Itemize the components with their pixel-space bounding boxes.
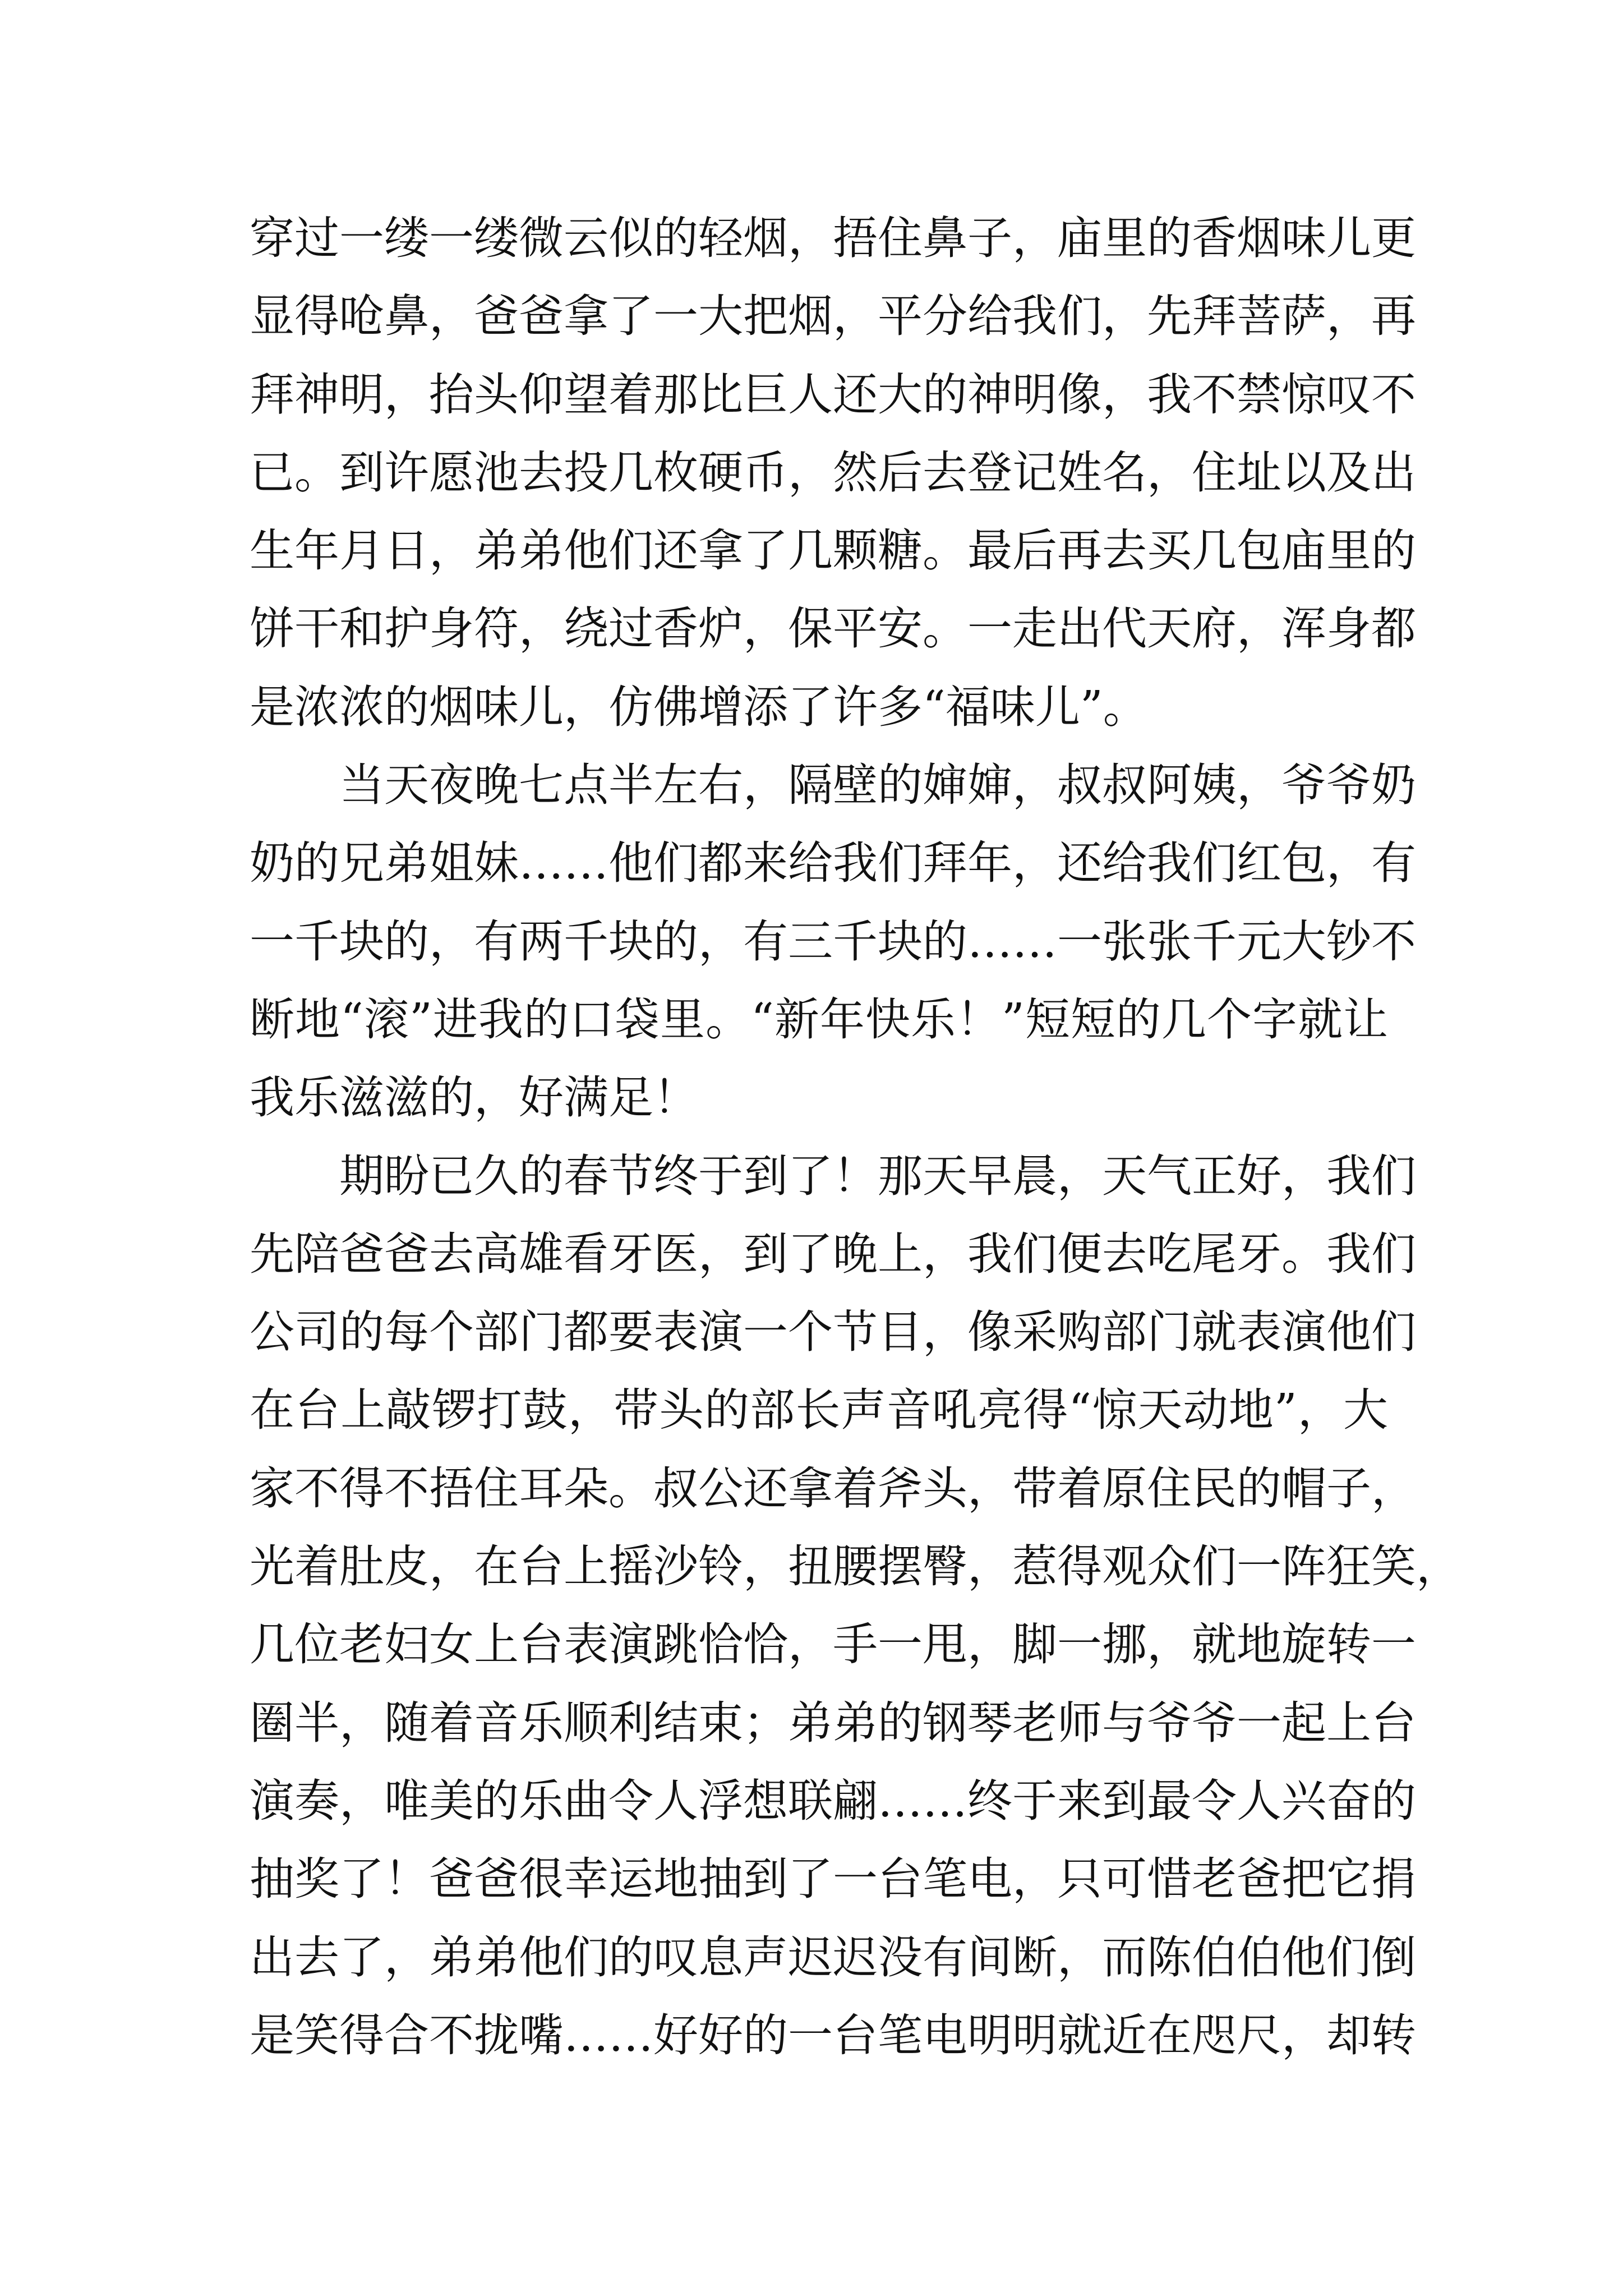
text-line: 光着肚皮，在台上摇沙铃，扭腰摆臀，惹得观众们一阵狂笑， <box>250 1540 1461 1593</box>
paragraph-first-line: 当天夜晚七点半左右，隔壁的婶婶，叔叔阿姨，爷爷奶 <box>339 759 1416 812</box>
text-line: 抽奖了！爸爸很幸运地抽到了一台笔电，只可惜老爸把它捐 <box>250 1853 1416 1906</box>
paragraph-first-line: 期盼已久的春节终于到了！那天早晨，天气正好，我们 <box>339 1149 1416 1202</box>
text-line: 显得呛鼻，爸爸拿了一大把烟，平分给我们，先拜菩萨，再 <box>250 290 1416 343</box>
text-line: 我乐滋滋的，好满足！ <box>250 1071 698 1124</box>
text-line: 几位老妇女上台表演跳恰恰，手一甩，脚一挪，就地旋转一 <box>250 1618 1416 1671</box>
text-line: 家不得不捂住耳朵。叔公还拿着斧头，带着原住民的帽子， <box>250 1462 1416 1515</box>
text-line: 穿过一缕一缕微云似的轻烟，捂住鼻子，庙里的香烟味儿更 <box>250 212 1416 264</box>
text-line: 是笑得合不拢嘴……好好的一台笔电明明就近在咫尺，却转 <box>250 2009 1416 2062</box>
text-line: 饼干和护身符，绕过香炉，保平安。一走出代天府，浑身都 <box>250 602 1416 655</box>
text-line: 出去了，弟弟他们的叹息声迟迟没有间断，而陈伯伯他们倒 <box>250 1931 1416 1984</box>
text-line: 已。到许愿池去投几枚硬币，然后去登记姓名，住址以及出 <box>250 446 1416 499</box>
text-line: 是浓浓的烟味儿，仿佛增添了许多“福味儿”。 <box>250 680 1148 733</box>
text-line: 先陪爸爸去高雄看牙医，到了晚上，我们便去吃尾牙。我们 <box>250 1227 1416 1280</box>
text-line: 在台上敲锣打鼓，带头的部长声音吼亮得“惊天动地”，大 <box>250 1384 1388 1437</box>
text-line: 生年月日，弟弟他们还拿了几颗糖。最后再去买几包庙里的 <box>250 524 1416 577</box>
text-line: 公司的每个部门都要表演一个节目，像采购部门就表演他们 <box>250 1306 1416 1359</box>
text-line: 断地“滚”进我的口袋里。“新年快乐！”短短的几个字就让 <box>250 993 1388 1046</box>
text-line: 拜神明，抬头仰望着那比巨人还大的神明像，我不禁惊叹不 <box>250 368 1416 421</box>
text-line: 圈半，随着音乐顺利结束；弟弟的钢琴老师与爷爷一起上台 <box>250 1696 1416 1749</box>
body-text <box>250 199 1461 2074</box>
text-line: 一千块的，有两千块的，有三千块的……一张张千元大钞不 <box>250 915 1416 968</box>
text-line: 奶的兄弟姐妹……他们都来给我们拜年，还给我们红包，有 <box>250 837 1416 890</box>
text-line: 演奏，唯美的乐曲令人浮想联翩……终于来到最令人兴奋的 <box>250 1774 1416 1827</box>
